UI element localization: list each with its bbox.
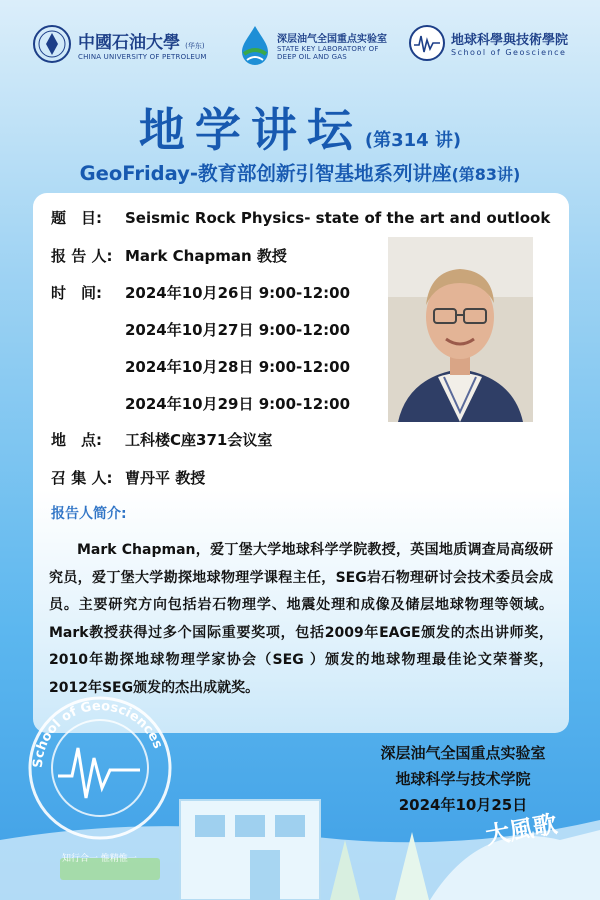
place-row xyxy=(51,429,272,450)
svg-text:School of Geosciences xyxy=(31,699,166,769)
announcement-date: 2024年10月25日 xyxy=(398,796,528,814)
lecture-title xyxy=(0,94,600,160)
lab-name-en-1: STATE KEY LABORATORY OF xyxy=(277,44,379,53)
lecture-title-number: (第314 讲) xyxy=(364,130,462,151)
organizer-school: 地球科学与技术学院 xyxy=(395,770,531,788)
time-label: 时 间: xyxy=(51,284,102,302)
school-name-en: School of Geoscience xyxy=(451,48,567,57)
lecture-subtitle xyxy=(0,158,600,186)
lab-logo xyxy=(238,24,387,66)
bio-heading: 报告人简介: xyxy=(51,506,127,522)
place-label: 地 点: xyxy=(51,431,102,449)
time-value-2: 2024年10月27日 9:00-12:00 xyxy=(125,321,351,339)
school-logo xyxy=(408,24,568,62)
lecture-title-main: 地学讲坛 xyxy=(138,103,363,157)
topic-label: 题 目: xyxy=(51,209,102,227)
school-name-cn: 地球科學與技術學院 xyxy=(451,33,569,48)
cup-campus: (华东) xyxy=(185,41,205,50)
time-row xyxy=(51,282,350,303)
speaker-row xyxy=(51,245,287,266)
topic-row xyxy=(51,207,550,228)
time-value-3: 2024年10月28日 9:00-12:00 xyxy=(125,358,351,376)
speaker-portrait-image xyxy=(388,237,533,422)
cup-logo xyxy=(32,24,207,64)
place-value: 工科楼C座371会议室 xyxy=(125,431,273,449)
host-row xyxy=(51,467,205,488)
seal-text: School of Geosciences xyxy=(30,698,166,769)
topic-value: Seismic Rock Physics- state of the art and outlook xyxy=(125,209,551,227)
speaker-value: Mark Chapman 教授 xyxy=(125,247,287,265)
motto-text: 知行合一 惟精惟一 xyxy=(62,854,137,864)
time-value-1: 2024年10月26日 9:00-12:00 xyxy=(125,284,351,302)
cup-name-cn: 中國石油大學 xyxy=(78,32,180,53)
organizer-lab: 深层油气全国重点实验室 xyxy=(380,744,546,762)
lecture-subtitle-number: (第83讲) xyxy=(451,165,521,184)
school-emblem-icon xyxy=(408,24,446,62)
host-label: 召 集 人: xyxy=(51,469,113,487)
bio-text: Mark Chapman，爱丁堡大学地球科学学院教授，英国地质调查局高级研究员，爱丁堡大学勘探地球物理学课程主任，SEG岩石物理研讨会技术委员会成员。主要研究方向包括岩石物理学、地震处理和成像及储层地球物理等领域。Mark教授获得过多个国际重要奖项，包括2009年EAGE颁发的杰出讲师奖，2010年勘探地球物理学家协会（SEG ）颁发的地球物理最佳论文荣誉奖，2012年SEG颁发的杰出成就奖。 xyxy=(49,542,553,696)
cup-emblem-icon xyxy=(32,24,72,64)
song-calligraphy: 大風歌 xyxy=(483,808,560,851)
time-value-4: 2024年10月29日 9:00-12:00 xyxy=(125,395,351,413)
header-logos xyxy=(0,0,600,90)
geosciences-seal-icon xyxy=(20,688,180,848)
oil-drop-icon xyxy=(238,24,272,66)
lecture-subtitle-main: GeoFriday-教育部创新引智基地系列讲座 xyxy=(79,162,452,185)
speaker-photo xyxy=(388,237,533,422)
host-value: 曹丹平 教授 xyxy=(125,469,206,487)
cup-name-en: CHINA UNIVERSITY OF PETROLEUM xyxy=(78,52,207,61)
lab-name-cn: 深层油气全国重点实验室 xyxy=(277,33,387,45)
lab-name-en-2: DEEP OIL AND GAS xyxy=(277,52,347,61)
speaker-label: 报 告 人: xyxy=(51,247,113,265)
